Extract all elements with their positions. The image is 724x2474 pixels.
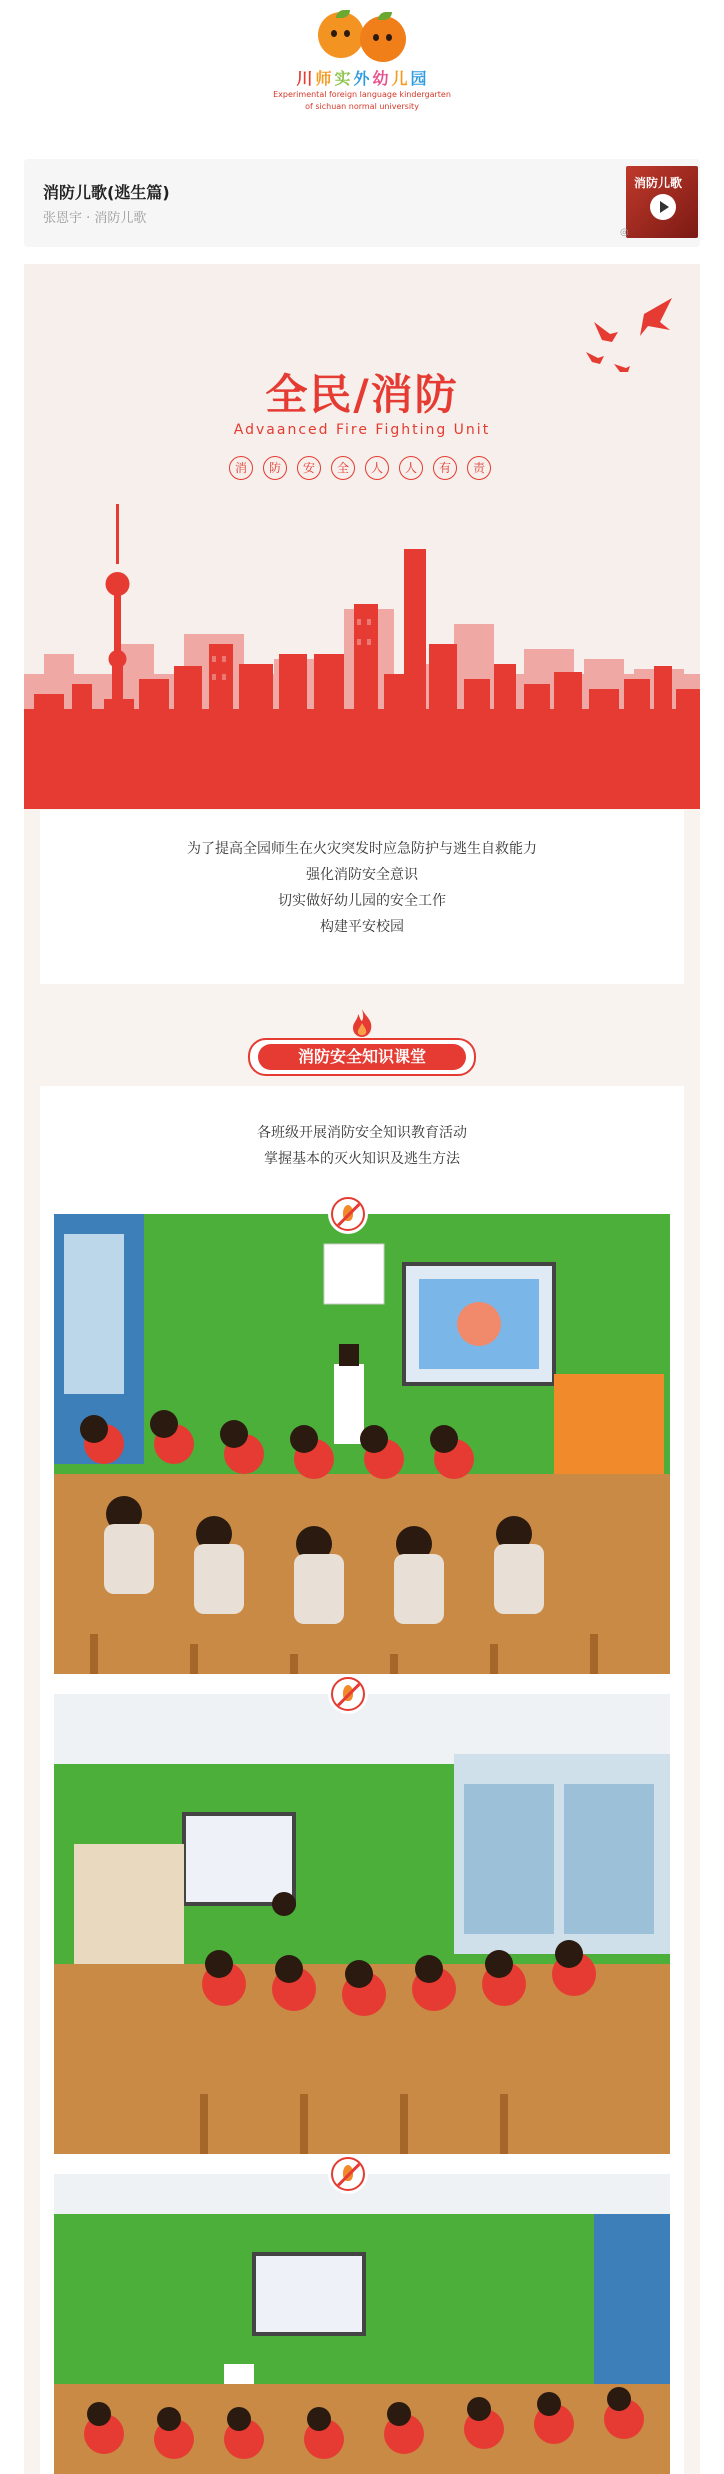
slogan-chip: 人 (365, 456, 389, 480)
intro-line: 构建平安校园 (320, 919, 404, 935)
intro-text-card (40, 810, 684, 984)
orange-mascot-right (360, 16, 406, 62)
logo-subtitle-2: of sichuan normal university (305, 102, 419, 111)
fire-icon (349, 1008, 375, 1038)
slogan-chip: 消 (229, 456, 253, 480)
knowledge-section-pill (248, 1038, 476, 1076)
hero-title: 全民/消防 (265, 370, 459, 419)
article-poster (24, 264, 700, 2474)
slogan-chip: 防 (263, 456, 287, 480)
no-fire-icon (328, 1674, 368, 1714)
logo-title-char: 外 (353, 69, 371, 88)
logo-title-char: 师 (315, 69, 333, 88)
classroom-photo-2 (54, 1694, 670, 2154)
ear-icon: ◎ (620, 227, 629, 238)
logo-title-char: 儿 (391, 69, 409, 88)
logo-subtitle-1: Experimental foreign language kindergarten (273, 90, 451, 99)
bird-icon (586, 298, 672, 372)
slogan-chip: 有 (433, 456, 457, 480)
knowledge-line: 掌握基本的灭火知识及逃生方法 (264, 1151, 460, 1167)
slogan-chip: 全 (331, 456, 355, 480)
logo-title (0, 66, 724, 89)
intro-line: 为了提高全园师生在火灾突发时应急防护与逃生自救能力 (187, 841, 537, 857)
music-player-card[interactable] (24, 159, 700, 247)
no-fire-icon (328, 1194, 368, 1234)
logo-title-char: 幼 (372, 69, 390, 88)
music-cover[interactable] (626, 166, 698, 238)
slogan-chip: 人 (399, 456, 423, 480)
knowledge-line: 各班级开展消防安全知识教育活动 (257, 1125, 467, 1141)
slogan-chip: 安 (297, 456, 321, 480)
hero-slogan-chips (229, 456, 495, 480)
hero-subtitle: Advaanced Fire Fighting Unit (233, 422, 491, 438)
knowledge-content-card (40, 1086, 684, 2474)
no-fire-icon (328, 2154, 368, 2194)
orange-mascot-left (318, 12, 364, 58)
music-subtitle: 张恩宇 · 消防儿歌 (43, 211, 147, 226)
kindergarten-logo (0, 0, 724, 140)
classroom-photo-1 (54, 1214, 670, 1674)
knowledge-section-header (24, 994, 700, 1084)
classroom-photo-3 (54, 2174, 670, 2474)
knowledge-section-title: 消防安全知识课堂 (297, 1047, 426, 1066)
city-skyline-illustration (24, 264, 700, 809)
intro-line: 强化消防安全意识 (306, 867, 418, 883)
hero-banner (24, 264, 700, 809)
slogan-chip: 责 (467, 456, 491, 480)
intro-line: 切实做好幼儿园的安全工作 (278, 893, 446, 909)
play-icon[interactable] (650, 194, 676, 220)
music-title: 消防儿歌(逃生篇) (43, 183, 170, 202)
logo-title-char: 实 (334, 69, 352, 88)
logo-title-char: 园 (410, 69, 428, 88)
logo-title-char: 川 (296, 69, 314, 88)
music-cover-label: 消防儿歌 (634, 176, 683, 190)
